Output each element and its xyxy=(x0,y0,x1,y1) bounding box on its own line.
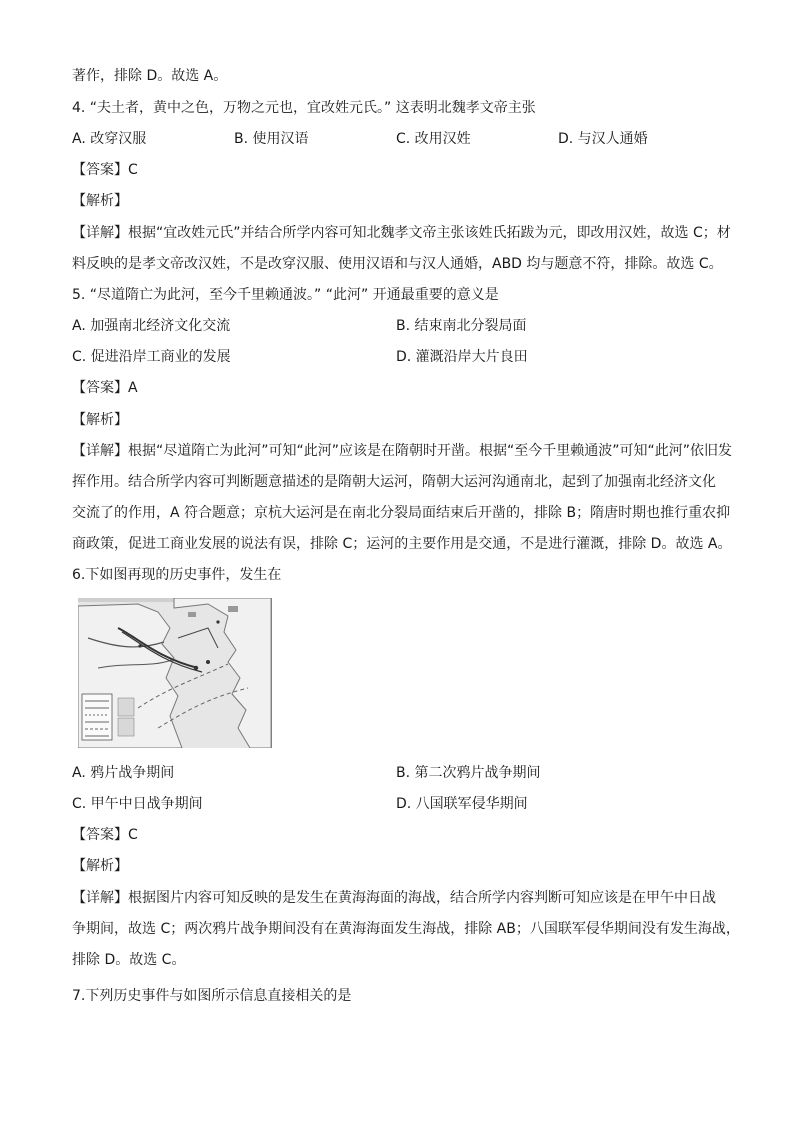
q6-analysis: 【解析】 xyxy=(72,858,128,874)
q5-detail-line: 挥作用。结合所学内容可判断题意描述的是隋朝大运河，隋朝大运河沟通南北，起到了加强南北经济文化 xyxy=(72,474,716,490)
question-5: 5. “尽道隋亡为此河，至今千里赖通波。” “此河” 开通最重要的意义是 xyxy=(72,287,499,303)
q5-option-b: B. 结束南北分裂局面 xyxy=(396,318,527,334)
q4-detail-line: 【详解】根据“宜改姓元氏”并结合所学内容可知北魏孝文帝主张该姓氏拓跋为元，即改用汉姓，故选 C；材 xyxy=(72,225,731,241)
q6-option-b: B. 第二次鸦片战争期间 xyxy=(396,765,541,781)
q6-option-c: C. 甲午中日战争期间 xyxy=(72,796,203,812)
q5-option-d: D. 灌溉沿岸大片良田 xyxy=(396,349,528,365)
q5-analysis: 【解析】 xyxy=(72,412,128,428)
q6-detail-line: 排除 D。故选 C。 xyxy=(72,952,186,968)
q6-option-d: D. 八国联军侵华期间 xyxy=(396,796,528,812)
q6-option-a: A. 鸦片战争期间 xyxy=(72,765,175,781)
q5-answer: 【答案】A xyxy=(72,380,138,396)
sea-battle-map-graphic xyxy=(78,598,272,748)
q5-option-a: A. 加强南北经济文化交流 xyxy=(72,318,231,334)
q5-detail-line: 交流了的作用，A 符合题意；京杭大运河是在南北分裂局面结束后开凿的，排除 B；隋唐时期也推行重农抑 xyxy=(72,505,731,521)
question-7: 7.下列历史事件与如图所示信息直接相关的是 xyxy=(72,988,352,1004)
q4-detail-line: 料反映的是孝文帝改汉姓，不是改穿汉服、使用汉语和与汉人通婚，ABD 均与题意不符，排除。故选 C。 xyxy=(72,256,723,272)
q4-option-a: A. 改穿汉服 xyxy=(72,131,147,147)
q6-answer: 【答案】C xyxy=(72,827,138,843)
text-line: 著作，排除 D。故选 A。 xyxy=(72,68,228,84)
q5-detail-line: 【详解】根据“尽道隋亡为此河”可知“此河”应该是在隋朝时开凿。根据“至今千里赖通波”可知“此河”依旧发 xyxy=(72,443,733,459)
q4-option-c: C. 改用汉姓 xyxy=(396,131,471,147)
q4-analysis: 【解析】 xyxy=(72,193,128,209)
q4-option-b: B. 使用汉语 xyxy=(234,131,309,147)
question-6: 6.下如图再现的历史事件，发生在 xyxy=(72,567,282,583)
question-4: 4. “夫土者，黄中之色，万物之元也，宜改姓元氏。” 这表明北魏孝文帝主张 xyxy=(72,100,536,116)
q6-detail-line: 【详解】根据图片内容可知反映的是发生在黄海海面的海战，结合所学内容判断可知应该是在甲午中日战 xyxy=(72,890,716,906)
historical-map-image xyxy=(78,598,272,748)
q4-answer: 【答案】C xyxy=(72,162,138,178)
q5-detail-line: 商政策，促进工商业发展的说法有误，排除 C；运河的主要作用是交通，不是进行灌溉，排除 D。故选 A。 xyxy=(72,536,732,552)
q6-detail-line: 争期间，故选 C；两次鸦片战争期间没有在黄海海面发生海战，排除 AB；八国联军侵华期间没有发生海战， xyxy=(72,921,740,937)
q4-option-d: D. 与汉人通婚 xyxy=(558,131,648,147)
q5-option-c: C. 促进沿岸工商业的发展 xyxy=(72,349,231,365)
